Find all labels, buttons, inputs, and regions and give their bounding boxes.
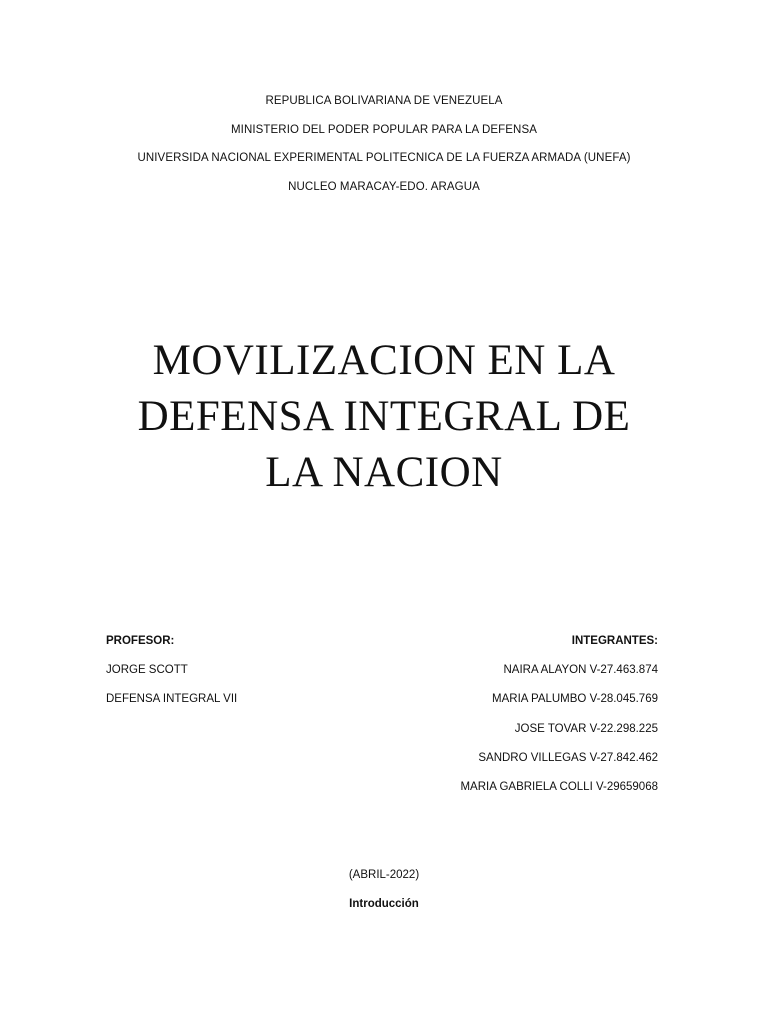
member-item: SANDRO VILLEGAS V-27.842.462 (478, 751, 658, 764)
section-heading: Introducción (349, 898, 419, 910)
header-line-university: UNIVERSIDA NACIONAL EXPERIMENTAL POLITECNICA DE LA FUERZA ARMADA (UNEFA) (137, 152, 631, 164)
title-line-1: MOVILIZACION EN LA (152, 337, 616, 384)
title-line-3: LA NACION (265, 449, 503, 496)
members-block (460, 632, 658, 807)
professor-block (106, 632, 237, 720)
member-item: MARIA GABRIELA COLLI V-29659068 (460, 780, 658, 793)
member-item: MARIA PALUMBO V-28.045.769 (492, 693, 658, 706)
member-item: NAIRA ALAYON V-27.463.874 (503, 664, 658, 677)
document-date: (ABRIL-2022) (348, 869, 420, 881)
header-line-campus: NUCLEO MARACAY-EDO. ARAGUA (288, 180, 480, 193)
member-item: JOSE TOVAR V-22.298.225 (514, 722, 658, 735)
document-title (0, 333, 768, 501)
professor-name: JORGE SCOTT (106, 664, 188, 677)
header-line-country: REPUBLICA BOLIVARIANA DE VENEZUELA (265, 95, 503, 107)
course-name: DEFENSA INTEGRAL VII (106, 693, 238, 706)
members-label: INTEGRANTES: (571, 635, 658, 647)
header-line-ministry: MINISTERIO DEL PODER POPULAR PARA LA DEFENSA (230, 123, 538, 136)
document-footer (0, 866, 768, 924)
institution-header (0, 92, 768, 206)
professor-label: PROFESOR: (106, 635, 175, 647)
title-line-2: DEFENSA INTEGRAL DE (137, 393, 631, 440)
